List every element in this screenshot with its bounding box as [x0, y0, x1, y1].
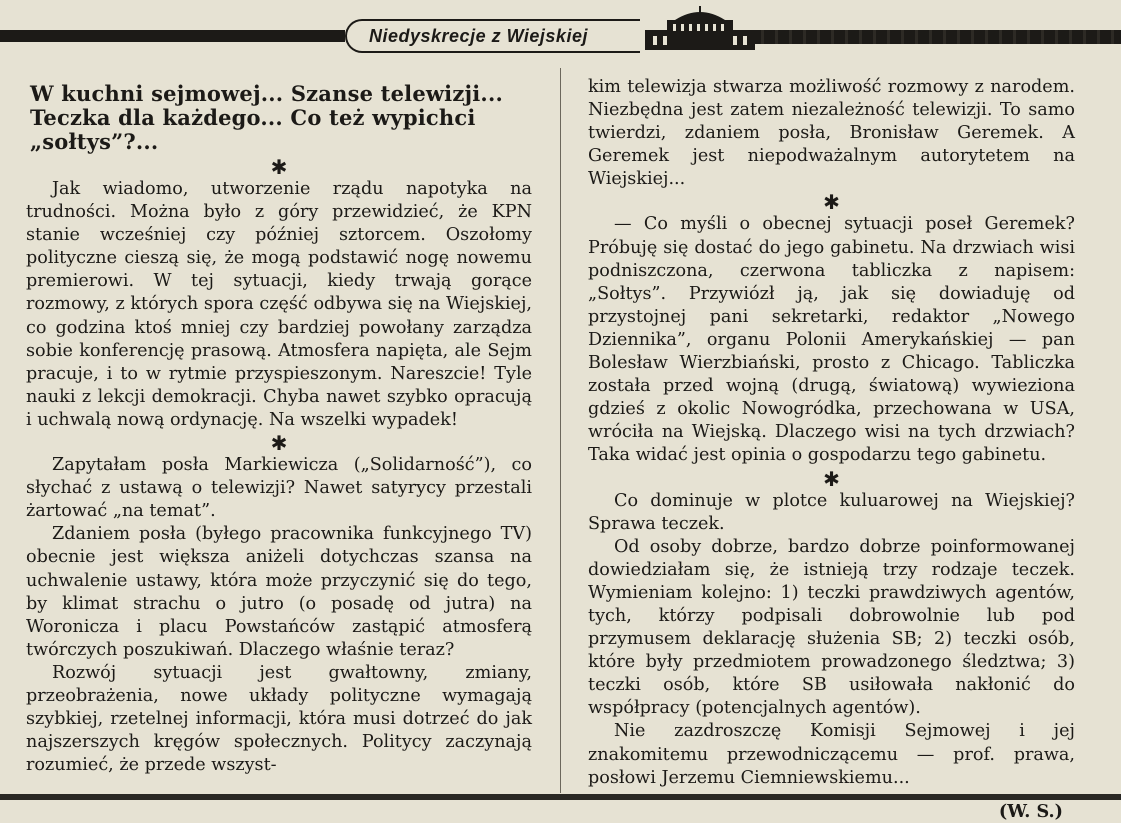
- paragraph: Rozwój sytuacji jest gwałtowny, zmiany, przeobrażenia, nowe układy polityczne wymagają szybkiej, rzetelnej informacji, która musi dotrzeć do jak najszerszych kręgów społecznych. Politycy zaczynają rozumieć, że przede wszyst-: [26, 662, 532, 776]
- section-title: Niedyskrecje z Wiejskiej: [345, 19, 640, 53]
- separator-star: ✱: [823, 466, 840, 491]
- paragraph: — Co myśli o obecnej sytuacji poseł Geremek? Próbuję się dostać do jego gabinetu. Na drzwiach wisi podniszczona, czerwona tabliczka z napisem: „Sołtys”. Przywiózł ją, jak się dowiaduję od przystojnej pani sekretarki, redaktor „Nowego Dziennika”, organu Polonii Amerykańskiej — pan Bolesław Wierzbiański, prosto z Chicago. Tabliczka została przed wojną (drugą, światową) wywieziona gdzieś z okolic Nowogródka, przechowana w USA, wróciła na Wiejską. Dlaczego wisi na tych drzwiach? Taka widać jest opinia o gospodarzu tego gabinetu.: [588, 214, 1075, 466]
- author-signature: (W. S.): [998, 800, 1063, 822]
- paragraph: Zapytałam posła Markiewicza („Solidarność”), co słychać z ustawą o telewizji? Nawet satyrycy przestali żartować „na temat”.: [26, 455, 532, 522]
- left-column: [26, 74, 532, 777]
- separator-star: ✱: [270, 155, 288, 179]
- separator-star: ✱: [823, 190, 840, 215]
- separator-star: ✱: [270, 431, 288, 456]
- header-rule-right: [755, 30, 1121, 44]
- right-column: [588, 76, 1075, 823]
- sejm-building-icon: [645, 6, 755, 50]
- paragraph: kim telewizja stwarza możliwość rozmowy z narodem. Niezbędna jest zatem niezależność telewizji. To samo twierdzi, zdaniem posła, Bronisław Geremek. A Geremek jest niepodważalnym autorytetem na Wiejskiej...: [588, 77, 1075, 190]
- bottom-edge: [0, 794, 1121, 800]
- header-rule-left: [0, 30, 345, 42]
- paragraph: Od osoby dobrze, bardzo dobrze poinformowanej dowiedziałam się, że istnieją trzy rodzaje teczek. Wymieniam kolejno: 1) teczki prawdziwych agentów, tych, którzy podpisali dobrowolnie lub pod przymusem deklarację służenia SB; 2) teczki osób, które były przedmiotem prowadzonego śledztwa; 3) teczki osób, które SB usiłowała nakłonić do współpracy (potencjalnych agentów).: [588, 536, 1075, 719]
- column-divider: [560, 68, 561, 793]
- article-headline: W kuchni sejmowej... Szanse telewizji... Teczka dla każdego... Co też wypichci „sołtys”?...: [30, 81, 503, 154]
- paragraph: Nie zazdroszczę Komisji Sejmowej i jej znakomitemu przewodniczącemu — prof. prawa, posłowi Jerzemu Ciemniewskiemu...: [588, 721, 1075, 788]
- paragraph: Zdaniem posła (byłego pracownika funkcyjnego TV) obecnie jest większa aniżeli dotychczas szansa na uchwalenie ustawy, która może przyczynić się do tego, by klimat strachu o jutro (o posadę od jutra) na Woronicza i placu Powstańców zastąpić atmosferą twórczych poszukiwań. Dlaczego właśnie teraz?: [26, 524, 532, 660]
- paragraph: Jak wiadomo, utworzenie rządu napotyka na trudności. Można było z góry przewidzieć, że KPN stanie wcześniej czy później sztorcem. Oszołomy polityczne cieszą się, że mogą podstawić nogę nowemu premierowi. W tej sytuacji, kiedy trwają gorące rozmowy, z których spora część odbywa się na Wiejskiej, co godzina ktoś mniej czy bardziej powołany zarządza sobie konferencję prasową. Atmosfera napięta, ale Sejm pracuje, i to w rytmie przyspieszonym. Nareszcie! Tyle nauki z lekcji demokracji. Chyba nawet szybko opracują i uchwalą nową ordynację. Na wszelki wypadek!: [26, 179, 532, 430]
- paragraph: Co dominuje w plotce kuluarowej na Wiejskiej? Sprawa teczek.: [588, 490, 1075, 534]
